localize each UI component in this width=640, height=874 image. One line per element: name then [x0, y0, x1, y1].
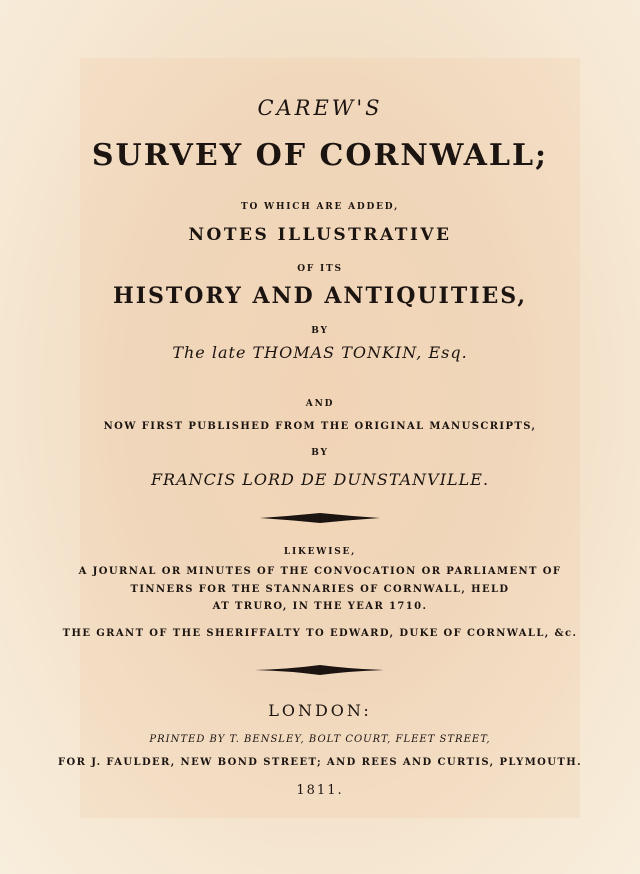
subtitle-notes-illustrative: NOTES ILLUSTRATIVE: [188, 225, 452, 245]
imprint-year: 1811.: [296, 783, 344, 798]
journal-line-2: TINNERS FOR THE STANNARIES OF CORNWALL, HELD: [130, 584, 510, 595]
now-first-published: NOW FIRST PUBLISHED FROM THE ORIGINAL MANUSCRIPTS,: [103, 421, 537, 432]
editor-name: FRANCIS LORD DE DUNSTANVILLE.: [150, 470, 490, 489]
journal-line-3: AT TRURO, IN THE YEAR 1710.: [212, 601, 428, 612]
journal-line-1: A JOURNAL OR MINUTES OF THE CONVOCATION OR PARLIAMENT OF: [78, 566, 562, 577]
grant-line: THE GRANT OF THE SHERIFFALTY TO EDWARD, DUKE OF CORNWALL, &c.: [62, 628, 578, 639]
imprint-city: LONDON:: [268, 701, 372, 720]
ornamental-rule-2: [0, 664, 640, 676]
imprint-printer: PRINTED BY T. BENSLEY, BOLT COURT, FLEET STREET,: [149, 734, 491, 745]
title-survey-of-cornwall: SURVEY OF CORNWALL;: [91, 138, 549, 173]
subtitle-to-which-added: TO WHICH ARE ADDED,: [240, 202, 400, 212]
ornamental-rule-1: [0, 512, 640, 524]
by-label-1: BY: [311, 326, 329, 336]
title-line-carews: CAREW'S: [257, 96, 383, 120]
likewise-label: LIKEWISE,: [283, 547, 357, 557]
and-label: AND: [305, 399, 335, 409]
imprint-publishers: FOR J. FAULDER, NEW BOND STREET; AND REES AND CURTIS, PLYMOUTH.: [58, 757, 582, 768]
subtitle-of-its: OF ITS: [297, 264, 343, 274]
subtitle-history-antiquities: HISTORY AND ANTIQUITIES,: [112, 283, 528, 309]
by-label-2: BY: [311, 448, 329, 458]
author-name: The late THOMAS TONKIN, Esq.: [172, 343, 468, 362]
